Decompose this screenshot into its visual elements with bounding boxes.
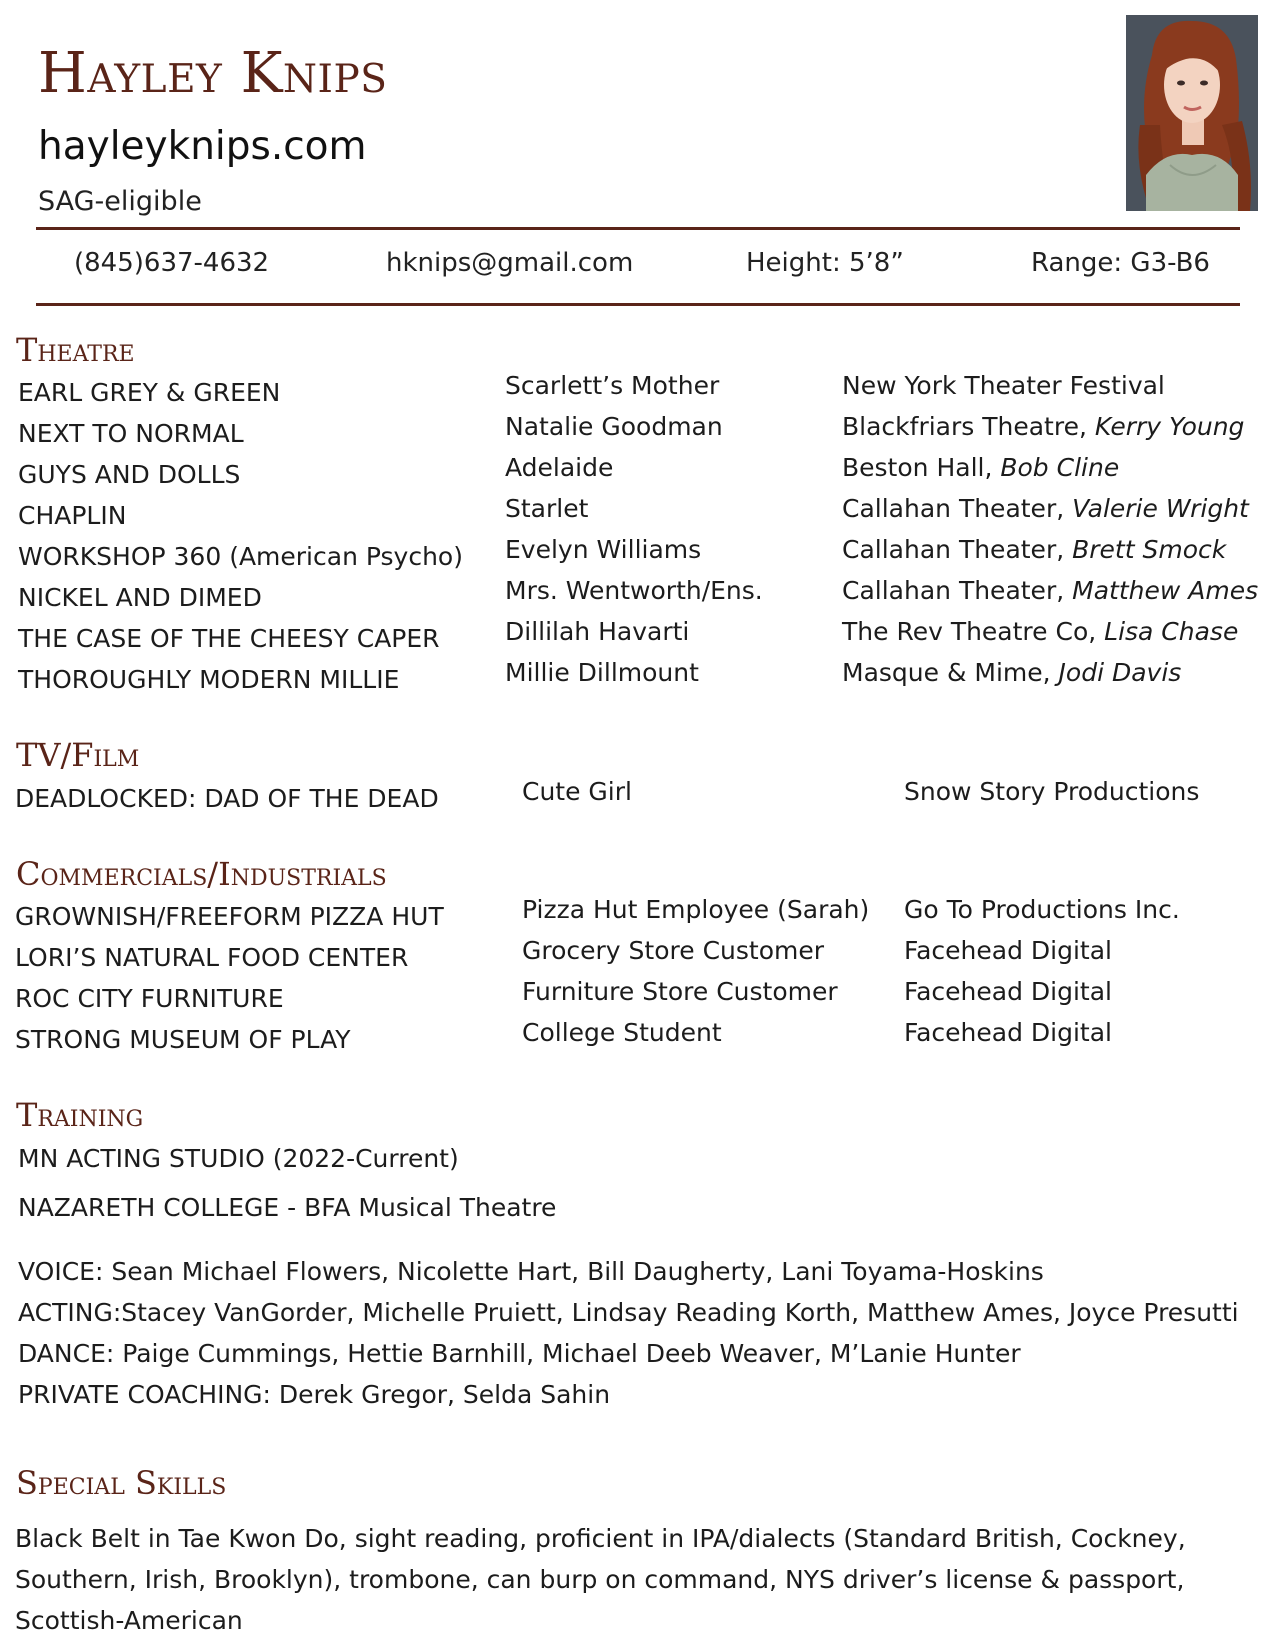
theatre-venue: The Rev Theatre Co, Lisa Chase — [842, 617, 1239, 646]
theatre-role: Adelaide — [505, 453, 614, 482]
resume-name: Hayley Knips — [38, 41, 388, 106]
theatre-director: Jodi Davis — [1058, 658, 1182, 687]
theatre-show: THE CASE OF THE CHEESY CAPER — [18, 624, 440, 653]
commercial-company: Facehead Digital — [904, 936, 1112, 965]
training-voice: VOICE: Sean Michael Flowers, Nicolette Hart, Bill Daugherty, Lani Toyama-Hoskins — [18, 1257, 1044, 1286]
commercial-role: Furniture Store Customer — [522, 977, 838, 1006]
theatre-show: THOROUGHLY MODERN MILLIE — [18, 665, 400, 694]
contact-height: Height: 5’8” — [746, 248, 904, 278]
commercial-company: Go To Productions Inc. — [904, 895, 1180, 924]
theatre-director: Bob Cline — [1000, 453, 1120, 482]
theatre-show: GUYS AND DOLLS — [18, 460, 241, 489]
website-link[interactable]: hayleyknips.com — [38, 124, 367, 169]
theatre-director: Kerry Young — [1094, 412, 1245, 441]
training-dance: DANCE: Paige Cummings, Hettie Barnhill, Michael Deeb Weaver, M’Lanie Hunter — [18, 1339, 1021, 1368]
theatre-role: Millie Dillmount — [505, 658, 699, 687]
contact-phone: (845)637-4632 — [74, 248, 270, 278]
tv-film-role: Cute Girl — [522, 777, 632, 806]
theatre-venue: Callahan Theater, Matthew Ames — [842, 576, 1259, 605]
commercial-role: Pizza Hut Employee (Sarah) — [522, 895, 870, 924]
theatre-venue: Blackfriars Theatre, Kerry Young — [842, 412, 1245, 441]
theatre-role: Scarlett’s Mother — [505, 371, 720, 400]
theatre-director: Brett Smock — [1072, 535, 1227, 564]
union-status: SAG-eligible — [38, 186, 202, 217]
special-skills-text: Black Belt in Tae Kwon Do, sight reading, proficient in IPA/dialects (Standard British, Cockney, Southern, Irish, Brooklyn), trombone, can burp on command, NYS driver’s license & passport, Scottish-American — [15, 1524, 1186, 1635]
headshot-portrait-icon — [1126, 15, 1258, 211]
headshot-photo — [1126, 15, 1258, 211]
theatre-show: EARL GREY & GREEN — [18, 378, 281, 407]
theatre-venue: Beston Hall, Bob Cline — [842, 453, 1120, 482]
theatre-venue: Callahan Theater, Valerie Wright — [842, 494, 1249, 523]
commercial-project: GROWNISH/FREEFORM PIZZA HUT — [15, 902, 444, 931]
theatre-show: WORKSHOP 360 (American Psycho) — [18, 542, 463, 571]
theatre-show: NEXT TO NORMAL — [18, 419, 244, 448]
theatre-row — [0, 658, 1275, 707]
theatre-show: CHAPLIN — [18, 501, 127, 530]
tv-film-project: DEADLOCKED: DAD OF THE DEAD — [15, 784, 439, 813]
theatre-role: Dillilah Havarti — [505, 617, 690, 646]
header-divider-top — [36, 227, 1240, 230]
header-divider-bottom — [36, 303, 1240, 306]
theatre-heading: Theatre — [16, 331, 135, 369]
commercial-project: STRONG MUSEUM OF PLAY — [15, 1025, 351, 1054]
tv-film-row — [0, 777, 1275, 826]
special-skills-heading: Special Skills — [16, 1464, 227, 1502]
contact-range: Range: G3-B6 — [1031, 248, 1210, 278]
commercials-heading: Commercials/Industrials — [16, 855, 387, 893]
theatre-venue: Callahan Theater, Brett Smock — [842, 535, 1227, 564]
theatre-show: NICKEL AND DIMED — [18, 583, 262, 612]
theatre-venue: New York Theater Festival — [842, 371, 1165, 400]
theatre-role: Natalie Goodman — [505, 412, 723, 441]
training-heading: Training — [16, 1096, 144, 1134]
theatre-role: Evelyn Williams — [505, 535, 702, 564]
training-private-coaching: PRIVATE COACHING: Derek Gregor, Selda Sahin — [18, 1380, 611, 1409]
commercial-role: Grocery Store Customer — [522, 936, 825, 965]
theatre-director: Matthew Ames — [1072, 576, 1259, 605]
theatre-venue: Masque & Mime, Jodi Davis — [842, 658, 1182, 687]
training-acting: ACTING:Stacey VanGorder, Michelle Pruiett, Lindsay Reading Korth, Matthew Ames, Joyce Presutti — [18, 1298, 1239, 1327]
commercial-company: Facehead Digital — [904, 1018, 1112, 1047]
commercial-project: ROC CITY FURNITURE — [15, 984, 284, 1013]
theatre-role: Starlet — [505, 494, 589, 523]
tv-film-company: Snow Story Productions — [904, 777, 1200, 806]
commercial-company: Facehead Digital — [904, 977, 1112, 1006]
commercial-row — [0, 1018, 1275, 1067]
commercial-role: College Student — [522, 1018, 722, 1047]
contact-email[interactable]: hknips@gmail.com — [386, 248, 634, 278]
training-school: MN ACTING STUDIO (2022-Current) — [18, 1144, 459, 1173]
theatre-director: Lisa Chase — [1104, 617, 1239, 646]
tv-film-heading: TV/Film — [16, 736, 140, 774]
theatre-director: Valerie Wright — [1072, 494, 1249, 523]
commercial-project: LORI’S NATURAL FOOD CENTER — [15, 943, 409, 972]
training-school: NAZARETH COLLEGE - BFA Musical Theatre — [18, 1193, 557, 1222]
theatre-role: Mrs. Wentworth/Ens. — [505, 576, 763, 605]
